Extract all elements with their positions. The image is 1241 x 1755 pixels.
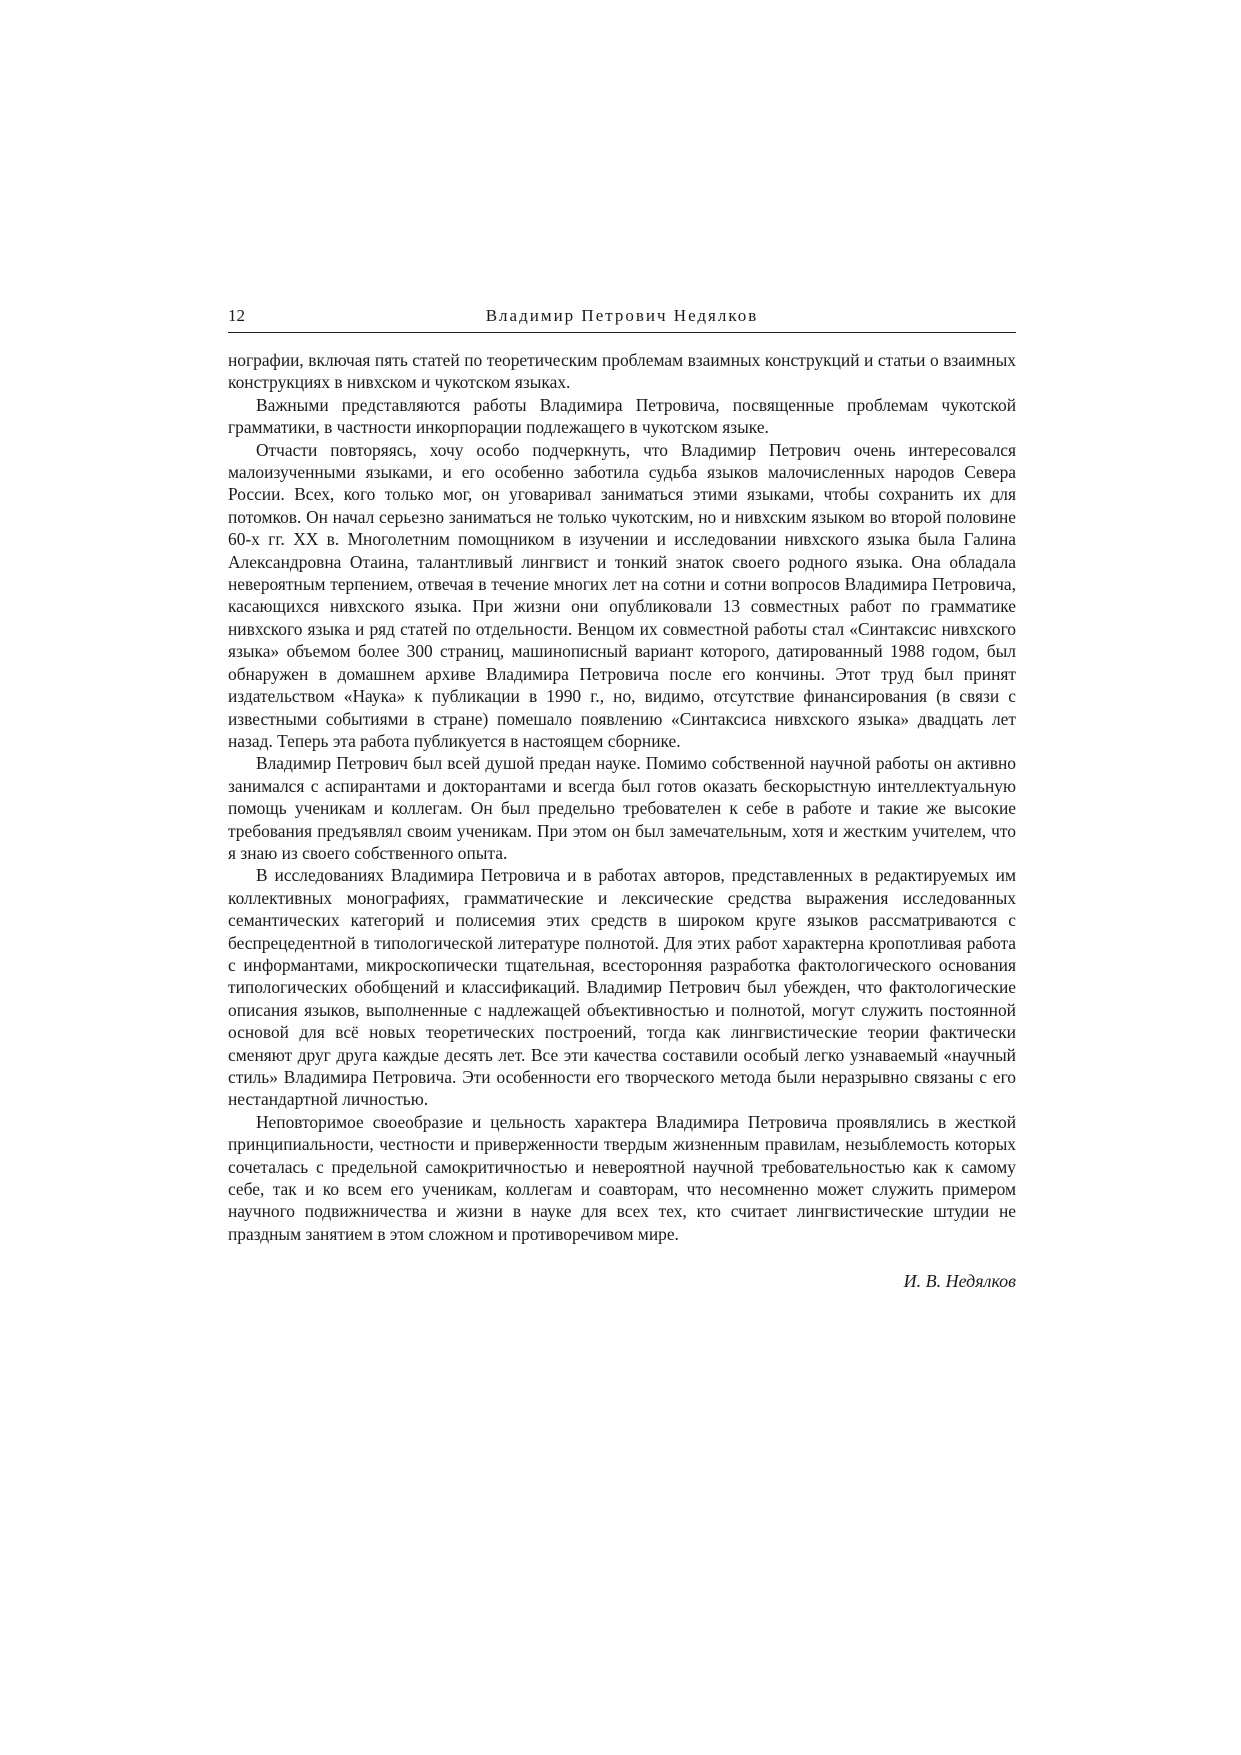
paragraph-3: Отчасти повторяясь, хочу особо подчеркнуть, что Владимир Петрович очень интересовался малоизученными языками, и его особенно заботила судьба языков малочисленных народов Севера России. Всех, кого только мог, он уговаривал заниматься этими языками, чтобы сохранить их для потомков. Он начал серьезно заниматься не только чукотским, но и нивхским языком во второй половине 60-х гг. XX в. Многолетним помощником в изучении и исследовании нивхского языка была Галина Александровна Отаина, талантливый лингвист и тонкий знаток своего родного языка. Она обладала невероятным терпением, отвечая в течение многих лет на сотни и сотни вопросов Владимира Петровича, касающихся нивхского языка. При жизни они опубликовали 13 совместных работ по грамматике нивхского языка и ряд статей по отдельности. Венцом их совместной работы стал «Синтаксис нивхского языка» объемом более 300 страниц, машинописный вариант которого, датированный 1988 годом, был обнаружен в домашнем архиве Владимира Петровича после его кончины. Этот труд был принят издательством «Наука» к публикации в 1990 г., но, видимо, отсутствие финансирования (в связи с известными событиями в стране) помешало появлению «Синтаксиса нивхского языка» двадцать лет назад. Теперь эта работа публикуется в настоящем сборнике. — [228, 439, 1016, 751]
paragraph-5: В исследованиях Владимира Петровича и в работах авторов, представленных в редактируемых им коллективных монографиях, грамматические и лексические средства выражения исследованных семантических категорий и полисемия этих средств в широком круге языков рассматриваются с беспрецедентной в типологической литературе полнотой. Для этих работ характерна кропотливая работа с информантами, микроскопически тщательная, всесторонняя разработка фактологического основания типологических обобщений и классификаций. Владимир Петрович был убежден, что фактологические описания языков, выполненные с надлежащей объективностью и полнотой, могут служить постоянной основой для всё новых теоретических построений, тогда как лингвистические теории фактически сменяют друг друга каждые десять лет. Все эти качества составили особый легко узнаваемый «научный стиль» Владимира Петровича. Эти особенности его творческого метода были неразрывно связаны с его нестандартной личностью. — [228, 865, 1016, 1110]
author-signature: И. В. Недялков — [903, 1271, 1016, 1292]
running-head — [228, 302, 1016, 330]
paragraph-4: Владимир Петрович был всей душой предан науке. Помимо собственной научной работы он активно занимался с аспирантами и докторантами и всегда был готов оказать бескорыстную интеллектуальную помощь ученикам и коллегам. Он был предельно требователен к себе в работе и такие же высокие требования предъявлял своим ученикам. При этом он был замечательным, хотя и жестким учителем, что я знаю из своего собственного опыта. — [228, 753, 1016, 863]
paragraph-2: Важными представляются работы Владимира Петровича, посвященные проблемам чукотской грамматики, в частности инкорпорации подлежащего в чукотском языке. — [228, 394, 1016, 438]
page-number: 12 — [228, 306, 245, 325]
paragraph-6: Неповторимое своеобразие и цельность характера Владимира Петровича проявлялись в жесткой принципиальности, честности и приверженности твердым жизненным правилам, незыблемость которых сочеталась с предельной самокритичностью и невероятной научной требовательностью как к самому себе, так и ко всем его ученикам, коллегам и соавторам, что несомненно может служить примером научного подвижничества и жизни в науке для всех тех, кто считает лингвистические штудии не праздным занятием в этом сложном и противоречивом мире. — [228, 1111, 1016, 1244]
body-text — [228, 349, 1016, 1245]
page-content — [228, 302, 1016, 1293]
header-rule — [228, 332, 1016, 333]
running-title: Владимир Петрович Недялков — [485, 306, 759, 325]
paragraph-1: нографии, включая пять статей по теоретическим проблемам взаимных конструкций и статьи о взаимных конструкциях в нивхском и чукотском языках. — [228, 350, 1016, 393]
